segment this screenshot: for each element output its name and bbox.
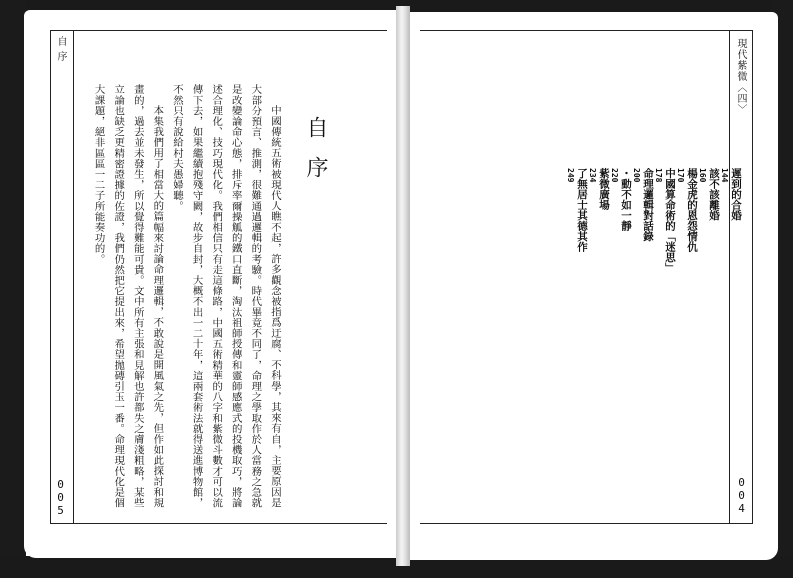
table-of-contents xyxy=(568,168,744,400)
left-running-head: 自序 xyxy=(55,36,66,66)
preface-paragraph: 中國傳統五術被現代人瞧不起，許多觀念被指爲迂腐、不科學，其來有自，主要原因是大部分預言、推測，很難通過邏輯的考驗。時代畢竟不同了，命理之學取作於人當務之急就是改變論命心態，排斥率爾操觚的鐵口直斷，淘汰祖師授傳和靈師感應式的投機取巧，將論述合理化、技巧現代化。我們相信只有走這條路，中國五術精華的八字和紫微斗數才可以流傳下去，如果繼續抱殘守闕，故步自封，大概不出一二十年，這兩套術法就得送進博物館，不然只有說給村夫愚婦聽。 xyxy=(170,84,281,508)
toc-entry-page: 249 xyxy=(566,168,575,183)
toc-entry-page: 170 xyxy=(676,168,685,183)
toc-entry-title: 遲到的合婚 xyxy=(730,168,742,221)
toc-entry-page: 200 xyxy=(632,168,641,183)
toc-entry-page: 234 xyxy=(588,168,597,183)
toc-entry[interactable] xyxy=(612,168,634,400)
toc-entry-title: 紫微廣場 xyxy=(598,168,610,210)
preface-paragraph: 本集我們用了相當大的篇幅來討論命理邏輯，不敢說是開風氣之先，但作如此探討和規畫的，過去並未發生，所以覺得難能可貴。文中所有主張和見解也許都失之膚淺粗略，某些立論也缺乏更精密證據的佐證，我們仍然把它提出來，希望拋磚引玉一番。命理現代化是個大課題，絕非區區一二子所能奏功的。 xyxy=(92,84,164,508)
toc-entry-title: 中國算命術的「迷思」 xyxy=(664,168,676,273)
right-running-head: 現代紫微〈四〉 xyxy=(735,38,746,115)
scan-edge-left xyxy=(0,0,26,578)
toc-entry[interactable] xyxy=(700,168,722,400)
toc-entry[interactable] xyxy=(568,168,590,400)
book-gutter xyxy=(396,6,410,566)
toc-entry[interactable] xyxy=(590,168,612,400)
toc-entry-title: 楊金虎的恩怨情仇 xyxy=(686,168,698,252)
toc-entry[interactable] xyxy=(678,168,700,400)
toc-entry-title: ・動不如一靜 xyxy=(620,168,632,231)
right-page-number: 004 xyxy=(735,476,748,515)
toc-entry-title: 了無居士其德其作 xyxy=(576,168,588,252)
toc-entry[interactable] xyxy=(722,168,744,400)
toc-entry-page: 178 xyxy=(654,168,663,183)
toc-entry-page: 144 xyxy=(720,168,729,183)
toc-entry[interactable] xyxy=(656,168,678,400)
toc-entry-page: 160 xyxy=(698,168,707,183)
left-margin-rule xyxy=(73,31,74,523)
toc-entry-title: 命理邏輯對話錄 xyxy=(642,168,654,242)
toc-entry-page: 220 xyxy=(610,168,619,183)
toc-entry[interactable] xyxy=(634,168,656,400)
left-page-number: 005 xyxy=(54,478,67,517)
preface-body xyxy=(88,84,284,514)
preface-title: 自序 xyxy=(303,116,328,196)
toc-entry-title: 該不該離婚 xyxy=(708,168,720,221)
